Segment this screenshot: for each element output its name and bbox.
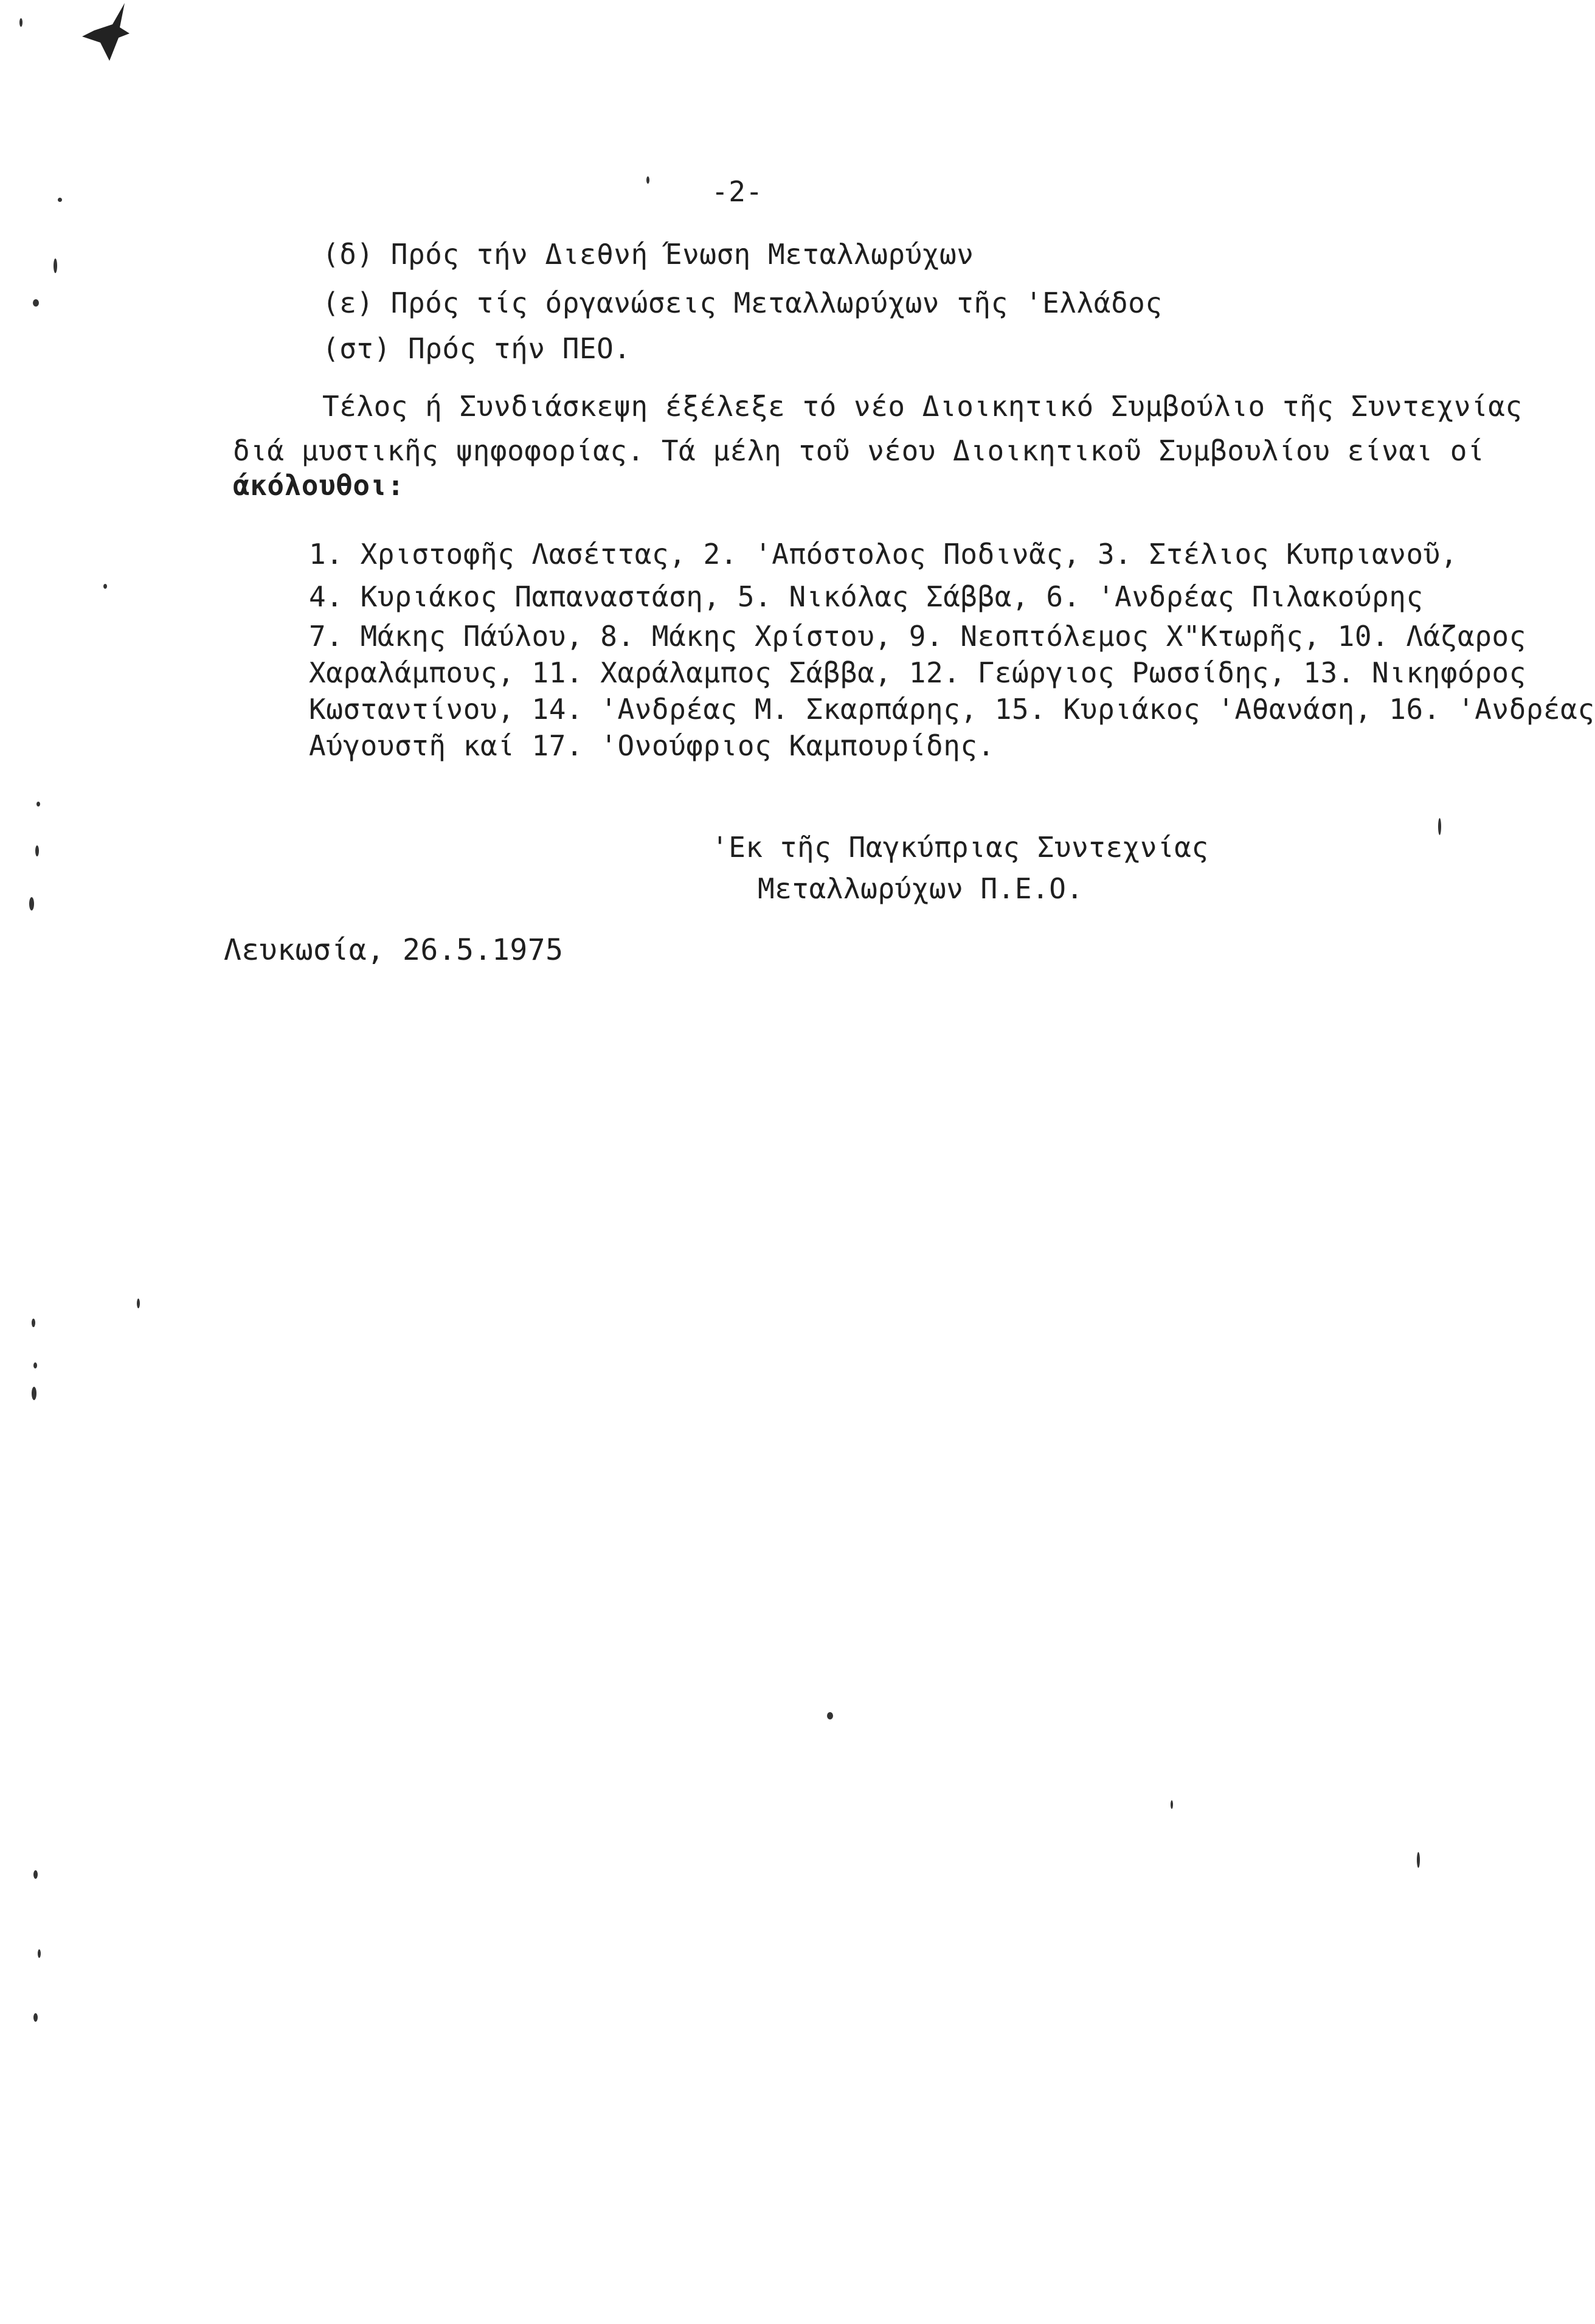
scan-speck	[1417, 1852, 1420, 1868]
scan-speck	[33, 2013, 38, 2022]
scan-speck	[33, 299, 39, 307]
page-number: -2-	[711, 175, 763, 208]
scan-speck	[29, 897, 34, 911]
scan-speck	[827, 1712, 833, 1719]
scan-speck	[33, 1870, 38, 1879]
signature-line-2: Μεταλλωρύχων Π.Ε.Ο.	[758, 872, 1084, 905]
scan-speck	[19, 18, 22, 27]
scan-speck	[1438, 818, 1441, 835]
place-date: Λευκωσία, 26.5.1975	[224, 933, 564, 967]
scan-speck	[1171, 1800, 1173, 1809]
paragraph-line-2: διά μυστικῆς ψηφοφορίας. Τά μέλη τοῦ νέου Διοικητικοῦ Συμβουλίου είναι οί	[233, 434, 1485, 467]
members-line-2: 4. Κυριάκος Παπαναστάση, 5. Νικόλας Σάββα, 6. 'Ανδρέας Πιλακούρης	[309, 580, 1424, 613]
scan-speck	[36, 802, 40, 806]
paragraph-line-1: Τέλος ή Συνδιάσκεψη έξέλεξε τό νέο Διοικητικό Συμβούλιο τῆς Συντεχνίας	[322, 390, 1523, 423]
members-line-6: Αύγουστῆ καί 17. 'Ονούφριος Καμπουρίδης.	[309, 729, 995, 762]
corner-ink-mark	[76, 0, 134, 67]
scan-speck	[58, 198, 62, 202]
recipient-item-e: (ε) Πρός τίς όργανώσεις Μεταλλωρύχων τῆς 'Ελλάδος	[322, 286, 1163, 319]
scan-speck	[54, 258, 57, 273]
scan-speck	[35, 845, 39, 856]
scan-speck	[32, 1319, 35, 1327]
scan-speck	[646, 176, 649, 184]
members-line-4: Χαραλάμπους, 11. Χαράλαμπος Σάββα, 12. Γεώργιος Ρωσσίδης, 13. Νικηφόρος	[309, 656, 1526, 689]
members-line-5: Κωσταντίνου, 14. 'Ανδρέας Μ. Σκαρπάρης, 15. Κυριάκος 'Αθανάση, 16. 'Ανδρέας	[309, 693, 1595, 726]
paragraph-line-3: άκόλουθοι:	[233, 469, 404, 502]
scan-speck	[103, 584, 107, 589]
scan-speck	[33, 1362, 37, 1368]
members-line-3: 7. Μάκης Πάύλου, 8. Μάκης Χρίστου, 9. Νεοπτόλεμος Χ"Κτωρῆς, 10. Λάζαρος	[309, 620, 1526, 653]
scan-speck	[38, 1949, 41, 1958]
recipient-item-st: (στ) Πρός τήν ΠΕΟ.	[322, 332, 631, 365]
scan-speck	[32, 1387, 36, 1400]
signature-line-1: 'Εκ τῆς Παγκύπριας Συντεχνίας	[711, 831, 1209, 864]
recipient-item-d: (δ) Πρός τήν Διεθνή Ένωση Μεταλλωρύχων	[322, 238, 974, 271]
members-line-1: 1. Χριστοφῆς Λασέττας, 2. 'Απόστολος Ποδινᾶς, 3. Στέλιος Κυπριανοῦ,	[309, 538, 1458, 571]
scan-speck	[137, 1299, 140, 1308]
